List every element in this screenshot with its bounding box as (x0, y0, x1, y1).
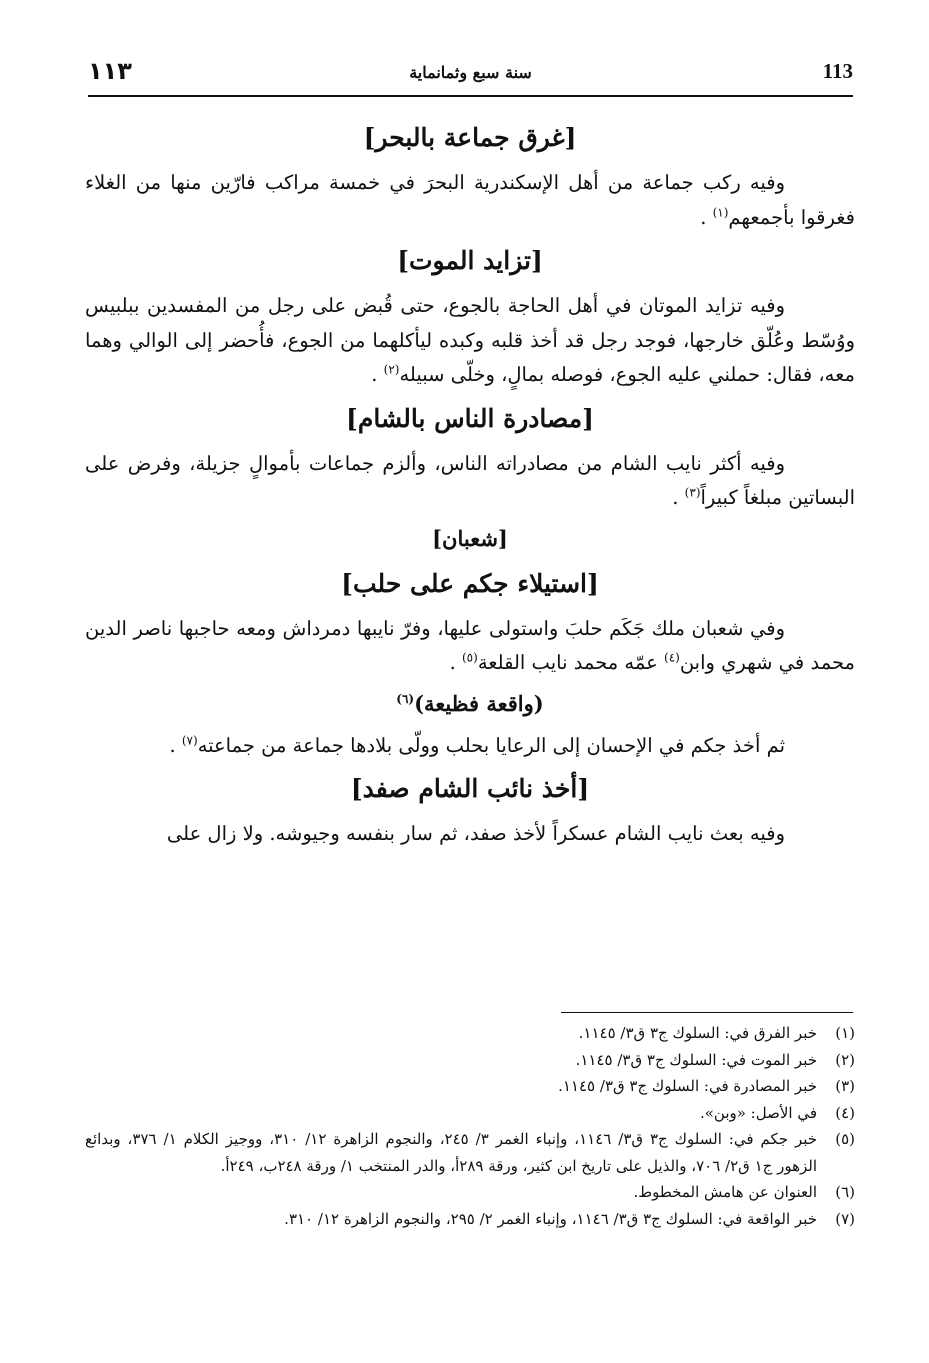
paragraph: وفيه ركب جماعة من أهل الإسكندرية البحرَ في خمسة مراكب فارّين منها من الغلاء فغرقوا بأجمعهم$^{(١)}$ . (85, 171, 855, 229)
footnote-ref[interactable]: (٣) (684, 485, 701, 500)
footnote (85, 1020, 855, 1047)
footnote-number: (٣) (835, 1077, 855, 1095)
header-rule (88, 95, 853, 97)
footnote (85, 1047, 855, 1074)
footnote-text: خبر جكم في: السلوك ج٣ ق٣/ ١١٤٦، وإنباء الغمر ٣/ ٢٤٥، والنجوم الزاهرة ١٢/ ٣١٠، ووجيز الكلام ١/ ٣٧٦، وبدائع الزهور ج١ ق٢/ ٧٠٦، والذيل على تاريخ ابن كثير، ورقة ٢٨٩أ، والدر المنتخب ١/ ورقة ٢٤٨ب، ٢٤٩أ. (85, 1130, 818, 1175)
footnote-text: في الأصل: «وبن». (699, 1103, 817, 1122)
footnote (85, 1206, 855, 1233)
page-number-arabic: ١١٣ (88, 57, 132, 85)
footnote-text: خبر الواقعة في: السلوك ج٣ ق٣/ ١١٤٦، وإنباء الغمر ٢/ ٢٩٥، والنجوم الزاهرة ١٢/ ٣١٠. (284, 1209, 817, 1228)
footnote-ref[interactable]: (٦) (396, 691, 415, 706)
footnote-number: (١) (835, 1024, 855, 1042)
footnote (85, 1126, 855, 1179)
footnote-rule (561, 1012, 853, 1013)
section-confiscation (85, 399, 855, 516)
paragraph: وفيه بعث نايب الشام عسكراً لأخذ صفد، ثم سار بنفسه وجيوشه. ولا زال على (166, 822, 785, 845)
footnote-text: خبر الموت في: السلوك ج٣ ق٣/ ١١٤٥. (575, 1050, 817, 1069)
section-aleppo (85, 564, 855, 681)
section-heading: [مصادرة الناس بالشام] (346, 403, 594, 433)
footnote-text: خبر المصادرة في: السلوك ج٣ ق٣/ ١١٤٥. (558, 1077, 817, 1095)
footnote-text: خبر الفرق في: السلوك ج٣ ق٣/ ١١٤٥. (578, 1024, 817, 1042)
section-incident (85, 687, 855, 764)
footnotes (85, 1020, 855, 1232)
page-number-latin: 113 (822, 59, 853, 83)
section-deaths (85, 241, 855, 393)
footnote-ref[interactable]: (٥) (461, 650, 478, 665)
footnote-number: (٥) (835, 1130, 855, 1148)
section-heading: [أخذ نائب الشام صفد] (350, 774, 590, 803)
footnote-number: (٦) (835, 1183, 855, 1201)
paragraph: وفيه تزايد الموتان في أهل الحاجة بالجوع، حتى قُبض على رجل من المفسدين ببلبيس ووُسّط وعُلّق خارجها، فوجد رجل قد أخذ قلبه وكبده ليأكلهما من الجوع، فأُحضر إلى الوالي وهما معه، فقال: حملني عليه الجوع، فوصله بمالٍ، وخلّى سبيله$^{(٢)}$ . (85, 294, 855, 386)
footnote-number: (٤) (835, 1103, 855, 1122)
paragraph: وفيه أكثر نايب الشام من مصادراته الناس، وألزم جماعات بأموالٍ جزيلة، وفرض على البساتين مبلغاً كبيراً$^{(٣)}$ . (85, 451, 855, 509)
month-heading: [شعبان] (432, 525, 508, 551)
footnote-ref[interactable]: (٧) (181, 733, 198, 747)
section-heading: (واقعة فظيعة)$^{(٦)}$ (396, 690, 544, 716)
footnote (85, 1073, 855, 1100)
paragraph: ثم أخذ جكم في الإحسان إلى الرعايا بحلب وولّى بلادها جماعة من جماعته$^{(٧)}$ . (169, 733, 785, 757)
section-drowning (85, 118, 855, 235)
footnote-ref[interactable]: (٢) (383, 362, 400, 377)
running-header (88, 55, 853, 95)
footnote-number: (٧) (835, 1209, 855, 1228)
paragraph: وفي شعبان ملك جَكَم حلبَ واستولى عليها، وفرّ نايبها دمرداش ومعه حاجبها ناصر الدين محمد في شهري وابن$^{(٤)}$ عمّه محمد نايب القلعة$^{(٥)}$ . (85, 616, 855, 674)
section-heading: [تزايد الموت] (397, 246, 543, 275)
section-heading: [استيلاء جكم على حلب] (341, 568, 599, 598)
section-heading: [غرق جماعة بالبحر] (363, 123, 577, 152)
footnote (85, 1179, 855, 1206)
footnote-ref[interactable]: (٤) (664, 650, 680, 665)
section-safad (85, 769, 855, 852)
footnote-number: (٢) (835, 1050, 855, 1069)
footnote-ref[interactable]: (١) (712, 205, 729, 219)
running-title: سنة سبع وثمانماية (409, 63, 532, 82)
footnote (85, 1100, 855, 1127)
main-text (85, 112, 855, 858)
section-month-shaban (85, 522, 855, 556)
footnote-text: العنوان عن هامش المخطوط. (633, 1183, 817, 1201)
